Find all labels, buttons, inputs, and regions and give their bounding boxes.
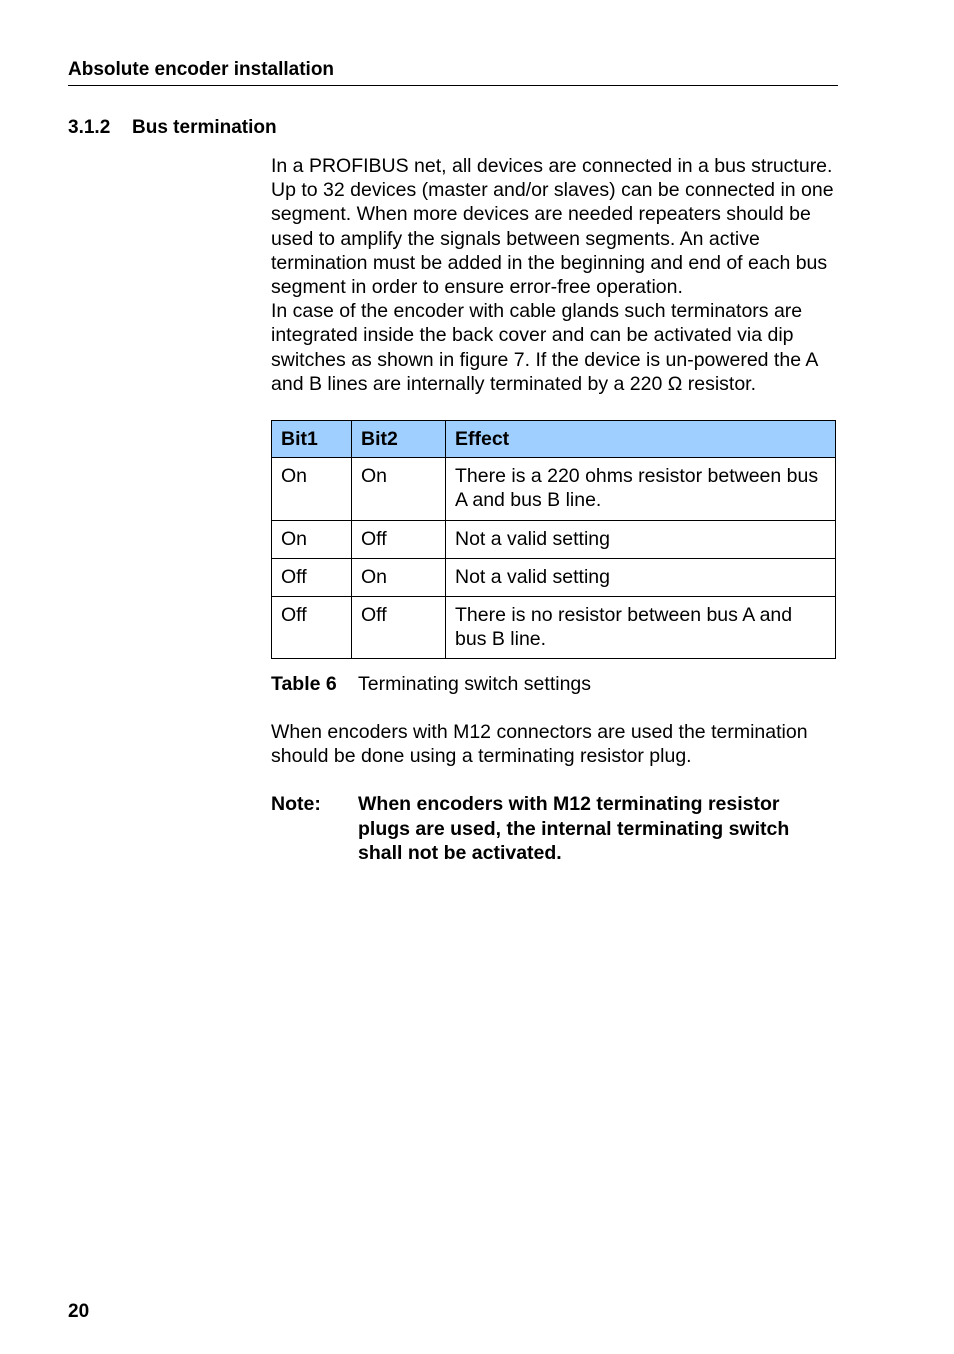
table-cell-effect: There is a 220 ohms resistor between bus A and bus B line. [446,458,836,520]
intro-text [271,154,836,396]
table-cell-bit1: On [272,458,352,520]
table-cell-effect: There is no resistor between bus A and bus B line. [446,597,836,659]
table-cell-bit2: On [352,558,446,596]
running-header: Absolute encoder installation [68,58,838,86]
table-header-row [272,421,836,458]
terminating-switch-table [271,420,836,659]
table-header-cell: Effect [446,421,836,458]
intro-paragraph-2: In case of the encoder with cable glands such terminators are integrated inside the back cover and can be activated via dip switches as shown in figure 7. If the device is un-powered the A and B lines are internally terminated by a 220 Ω resistor. [271,300,818,395]
table-row [272,520,836,558]
table-header-cell: Bit2 [352,421,446,458]
table-cell-bit2: Off [352,520,446,558]
page-number: 20 [68,1301,90,1322]
table-cell-bit1: Off [272,558,352,596]
table-cell-bit1: Off [272,597,352,659]
m12-paragraph: When encoders with M12 connectors are used the termination should be done using a terminating resistor plug. [271,721,808,768]
section-title: Bus termination [132,117,277,138]
table-row [272,597,836,659]
table-cell-effect: Not a valid setting [446,558,836,596]
table-cell-bit1: On [272,520,352,558]
caption-text: Terminating switch settings [358,673,592,695]
section-heading [68,116,277,140]
section-number: 3.1.2 [68,117,111,138]
note-label: Note: [271,793,321,815]
table-cell-bit2: Off [352,597,446,659]
table-row [272,558,836,596]
table-header-cell: Bit1 [272,421,352,458]
intro-paragraph-1: In a PROFIBUS net, all devices are connected in a bus structure. Up to 32 devices (master and/or slaves) can be connected in one segment. When more devices are needed repeaters should be used to amplify the signals between segments. An active termination must be added in the beginning and end of each bus segment in order to ensure error-free operation. [271,155,834,299]
caption-label: Table 6 [271,673,337,695]
table-cell-effect: Not a valid setting [446,520,836,558]
table-cell-bit2: On [352,458,446,520]
table-row [272,458,836,520]
table-caption [271,672,591,696]
note-block [271,792,836,866]
note-text: When encoders with M12 terminating resistor plugs are used, the internal terminating switch shall not be activated. [358,793,790,864]
